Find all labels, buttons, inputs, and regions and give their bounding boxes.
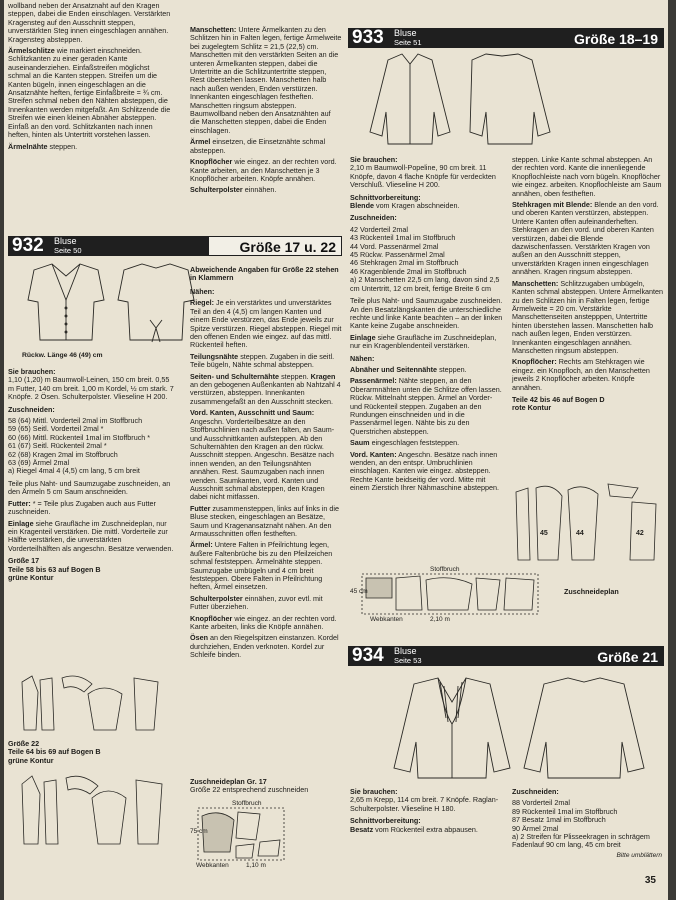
- continued-text-col1: [8, 2, 174, 154]
- cutting-plan-933-label: Zuschneideplan: [564, 587, 619, 596]
- model-kind: Bluse: [394, 28, 417, 38]
- cutting-list: [8, 417, 174, 476]
- continue-note: Bitte umblättern: [616, 851, 662, 859]
- size-22-heading: Größe 22 Teile 64 bis 69 auf Bogen B grüne Kontur: [8, 739, 101, 765]
- pattern-pieces-22: [18, 772, 168, 850]
- webkanten-label: Webkanten: [370, 616, 403, 623]
- model-932-size: Größe 17 u. 22: [208, 236, 342, 256]
- pattern-pieces-17: [18, 672, 168, 736]
- cutting-list: [350, 226, 504, 293]
- blouse-934-illustration: [354, 672, 654, 782]
- model-933-col3: Sie brauchen: 2,10 m Baumwoll-Popeline, 90 cm breit. 11 Knöpfe, davon 4 flache Knöpfe für verdeckten Verschluß. Vlieseline H 200. Schnittvorbereitung: Blende vom Kragen abschneiden. Zuschneiden: 42 Vorderteil 2mal 43 Rückenteil 1mal im Stoffbruch 44 Vord. Passenärmel 2mal 45 Rückw. Passenärmel 2mal 46 Stehkragen 2mal im Stoffbruch 46 Kragenblende 2mal im Stoffbruch a) 2 Manschetten 22,5 cm lang, davon sind 2,5 cm Untertritt, 12 cm breit, fertige Breite 6 cm Teile plus Naht- und Saumzugabe zuschneiden. An den Besatzlängskanten die unterschiedliche rechte und linke Kante beachten – an der linken Kante keine Zugabe anschneiden. Einlage siehe Graufläche im Zuschneideplan, nur ein Kragenblendenteil verstärken. Nähen: Abnäher und Seitennähte steppen. Passenärmel: Nähte steppen, an den Oberarmnähten unten die Schlitze offen lassen. Rückw. Mittelnaht steppen. Ärmel an Vorder- und Rückenteil steppen. Zugaben an den Rundungen einschneiden und in die Passenärmel legen. Nähte bis zu den Querstrichen absteppen. Saum eingeschlagen feststeppen. Vord. Kanten: Angeschn. Besätze nach innen wenden, an den entspr. Umbruchlinien einschlagen. Kanten wie eingez. absteppen. Rechte Kante beidseitig der vord. Mitte mit einem Zierstich Ihrer Nähmaschine absteppen.: [350, 155, 503, 493]
- model-page-ref: Seite 53: [394, 656, 422, 665]
- list-item: 46 Stehkragen 2mal im Stoffbruch: [350, 258, 459, 268]
- list-item: 61 (67) Seitl. Rückenteil 2mal *: [8, 441, 107, 451]
- fabric-height-label: 75 cm: [190, 828, 208, 835]
- model-933-banner: [348, 28, 538, 48]
- paragraph: wollband neben der Ansatznaht auf den Kragen steppen, dabei die Enden einschlagen. Verstärkten Kragensteg auf den Ausschnitt steppen, unverstärkten Steg innen eingeschlagen annähen. Kragensteg absteppen.: [8, 1, 171, 44]
- back-length: Rückw. Länge 46 (49) cm: [22, 352, 103, 359]
- model-934-banner: [348, 646, 538, 666]
- magazine-page: [4, 0, 668, 900]
- model-kind: Bluse: [54, 236, 77, 246]
- paragraph: Ärmelschlitze wie markiert einschneiden. Schlitzkanten zu einer geraden Kante auseinanderziehen. Einfaßstreifen möglichst schmal an die Kanten steppen. Streifen um die Kanten bügeln, innen eingeschlagen an die Ansatznähte heften, fertige Einfaßbreite = ¾ cm. Streifen schmal neben den Nähten absteppen, die Innenkanten werden mitgefaßt. Am Schlitzende die Streifen wie einen kleinen Abnäher absteppen. Einfaß an den vord. Schlitzkanten nach innen heften, hinten als Untertritt vorstehen lassen.: [8, 46, 171, 140]
- model-934-col4: Zuschneiden: 88 Vorderteil 2mal 89 Rückenteil 1mal im Stoffbruch 87 Besatz 1mal im Stoffbruch 90 Ärmel 2mal a) 2 Streifen für Plisseekragen in schrägem Fadenlauf 90 cm lang, 45 cm breit Bitte umblättern: [512, 787, 662, 859]
- list-item: 87 Besatz 1mal im Stoffbruch: [512, 815, 606, 825]
- list-item: a) 2 Streifen für Plisseekragen in schrägem Fadenlauf 90 cm lang, 45 cm breit: [512, 832, 650, 850]
- pattern-pieces-933: 45 44 42: [512, 478, 662, 566]
- model-932-instructions: Nähen: Riegel: Je ein verstärktes und unverstärktes Teil an den 4 (4,5) cm langen Kanten und einem Ende verstürzen, das Ende jeweils zur Spitze verstürzen. Riegel absteppen. Riegel mit den offenen Enden wie eingez. auf das mittl. Rückenteil heften. Teilungsnähte steppen. Zugaben in die seitl. Teile bügeln, Nähte schmal absteppen. Seiten- und Schulternähte steppen. Kragen an den gebogenen Außenkanten ab Nahtzahl 4 verstürzen, absteppen. Innenkanten zusammengefaßt an den Ausschnitt stecken. Vord. Kanten, Ausschnitt und Saum: Angeschn. Vorderteilbesätze an den Stoffbruchlinien nach außen falten, an Saum- und Ausschnittkanten aufsteppen. Ab den Schulternähten den Kragen an den rückw. Ausschnitt steppen. Angeschn. Besätze nach innen wenden, an den Teilungsnähten annähen. Rest. Saumzugaben nach innen wenden. Saumkanten, vord. Kanten und Ausschnitt schmal absteppen, den Kragen dabei nicht mitfassen. Futter zusammensteppen, links auf links in die Bluse stecken, eingeschlagen an Besätze, Saum und Kragenansatznaht nähen. An den Armausschnitten offen festheften. Ärmel: Untere Falten in Pfeilrichtung legen, äußere Faltenbrüche bis zu den Pfeilzeichen schmal feststeppen. Ärmelnähte steppen. Saumzugabe umbügeln und 4 cm breit feststeppen. Obere Falten in Pfeilrichtung heften, Ärmel einsetzen. Schulterpolster einnähen, zuvor evtl. mit Futter überziehen. Knopflöcher wie eingez. an der rechten vord. Kante arbeiten, links die Knöpfe annähen. Ösen an den Riegelspitzen einstanzen. Kordel durchziehen, Enden verknoten. Kordel zur Schleife binden.: [190, 287, 342, 660]
- fabric-height-label: 45 cm: [350, 588, 368, 595]
- list-item: 42 Vorderteil 2mal: [350, 224, 408, 234]
- list-item: 89 Rückenteil 1mal im Stoffbruch: [512, 806, 618, 816]
- model-kind: Bluse: [394, 646, 417, 656]
- list-item: a) 2 Manschetten 22,5 cm lang, davon sind 2,5 cm Untertritt, 12 cm breit, fertige Breite 6 cm: [350, 275, 500, 293]
- list-item: 43 Rückenteil 1mal im Stoffbruch: [350, 233, 456, 243]
- cutting-list: [512, 799, 662, 849]
- list-item: 88 Vorderteil 2mal: [512, 798, 570, 808]
- webkanten-label: Webkanten: [196, 862, 229, 869]
- fabric-width-label: 1,10 m: [246, 862, 266, 869]
- stoffbruch-label: Stoffbruch: [430, 566, 460, 573]
- list-item: 45 Rückw. Passenärmel 2mal: [350, 250, 445, 260]
- list-item: 46 Kragenblende 2mal im Stoffbruch: [350, 266, 467, 276]
- list-item: a) Riegel 4mal 4 (4,5) cm lang, 5 cm breit: [8, 466, 140, 476]
- paragraph: Ärmelnähte steppen.: [8, 141, 78, 151]
- model-933-size: Größe 18–19: [538, 28, 664, 48]
- model-page-ref: Seite 50: [54, 246, 82, 255]
- blouse-933-illustration: [354, 52, 554, 148]
- size-note: Abweichende Angaben für Größe 22 stehen in Klammern: [190, 265, 339, 283]
- model-934-col3: Sie brauchen: 2,65 m Krepp, 114 cm breit. 7 Knöpfe. Raglan-Schulterpolster. Vlieseline H 180. Schnittvorbereitung: Besatz vom Rückenteil extra abpausen.: [350, 787, 499, 834]
- list-item: 63 (69) Ärmel 2mal: [8, 458, 70, 468]
- cutting-plan-933: [350, 566, 550, 628]
- cutting-plan-932: [190, 800, 340, 870]
- blouse-932-illustration: [14, 260, 200, 348]
- list-item: 90 Ärmel 2mal: [512, 823, 559, 833]
- list-item: 44 Vord. Passenärmel 2mal: [350, 241, 439, 251]
- model-page-ref: Seite 51: [394, 38, 422, 47]
- model-932-banner: [8, 236, 208, 256]
- model-number: 932: [12, 235, 44, 256]
- cutting-plan-932-heading: Zuschneideplan Gr. 17 Größe 22 entsprechend zuschneiden: [190, 777, 309, 795]
- continued-text-col2: Manschetten: Untere Ärmelkanten zu den Schlitzen hin in Falten legen, fertige Ärmelweite bei zugelegtem Schlitz = 21,5 (22,5) cm. Manschetten mit den verstärkten Seiten an die unteren Ärmelkanten steppen, dabei die Untertritte an die Schlitzuntertritte steppen, Rest überstehen lassen. Manschetten halb nach außen wenden, Enden verstürzen. Innenkanten eingeschlagen festheften. Manschetten ringsum absteppen. Baumwollband neben den Ansatznähten auf die Manschetten steppen, dabei die Enden einschlagen. Ärmel einsetzen, die Einsetznähte schmal absteppen. Knopflöcher wie eingez. an der rechten vord. Kante arbeiten, an den Manschetten je 3 Knopflöcher arbeiten. Knöpfe annähen. Schulterpolster einnähen.: [190, 25, 342, 195]
- model-number: 934: [352, 645, 384, 666]
- list-item: 58 (64) Mittl. Vorderteil 2mal im Stoffbruch: [8, 416, 143, 426]
- model-number: 933: [352, 27, 384, 48]
- model-933-col4: steppen. Linke Kante schmal absteppen. An der rechten vord. Kante die innenliegende Knopflochleiste nach vorn bügeln. Knopflöcher wie eingez. arbeiten. Knopflochleiste am Saum annähen, oben festheften. Stehkragen mit Blende: Blende an den vord. und oberen Kanten verstürzen, absteppen. Untere Kanten offen aufeinanderheften. Stehkragen an den vord. und oberen Kanten verstürzen, dabei die Blende dazwischenfassen. Verstärkten Kragen von außen an den Ausschnitt steppen, unverstärkten Kragen innen eingeschlagen annähen. Kragen ringsum absteppen. Manschetten: Schlitzzugaben umbügeln, Kanten schmal absteppen. Untere Ärmelkanten zu den Schlitzen hin in Falten legen, fertige Ärmelweite = 20 cm. Verstärkte Manschettenseiten anstepppen, Untertritte hinten überstehen lassen. Manschetten halb nach außen legen, Enden verstürzen. Innenkanten eingeschlagen annähen. Manschetten ringsum absteppen. Knopflöcher: Rechts am Stehkragen wie eingez. ein Knopfloch, an den Manschetten jeweils 2 Knopflöcher arbeiten. Knöpfe annähen. Teile 42 bis 46 auf Bogen D rote Kontur: [512, 155, 664, 413]
- list-item: 60 (66) Mittl. Rückenteil 1mal im Stoffbruch *: [8, 432, 151, 442]
- stoffbruch-label: Stoffbruch: [232, 800, 262, 807]
- list-item: 62 (68) Kragen 2mal im Stoffbruch: [8, 449, 118, 459]
- fabric-width-label: 2,10 m: [430, 616, 450, 623]
- page-number: 35: [644, 875, 656, 886]
- model-934-size: Größe 21: [538, 646, 664, 666]
- model-932-materials: Sie brauchen: 1,10 (1,20) m Baumwoll-Leinen, 150 cm breit. 0,55 m Futter, 140 cm breit. 1,00 m Kordel, ½ cm stark. 7 Knöpfe. 2 Ösen. Schulterpolster. Vlieseline H 200. Zuschneiden: 58 (64) Mittl. Vorderteil 2mal im Stoffbruch 59 (65) Seitl. Vorderteil 2mal * 60 (66) Mittl. Rückenteil 1mal im Stoffbruch * 61 (67) Seitl. Rückenteil 2mal * 62 (68) Kragen 2mal im Stoffbruch 63 (69) Ärmel 2mal a) Riegel 4mal 4 (4,5) cm lang, 5 cm breit Teile plus Naht- und Saumzugabe zuschneiden, an den Ärmeln 5 cm Saum anschneiden. Futter: * = Teile plus Zugaben auch aus Futter zuschneiden. Einlage siehe Graufläche im Zuschneideplan, nur ein Kragenteil verstärken. Die mittl. Vorderteile zur Hälfte verstärken, die unverstärkten Vorderteilhälften als angeschn. Besätze verwenden. Größe 17 Teile 58 bis 63 auf Bogen B grüne Kontur: [8, 367, 174, 582]
- list-item: 59 (65) Seitl. Vorderteil 2mal *: [8, 424, 104, 434]
